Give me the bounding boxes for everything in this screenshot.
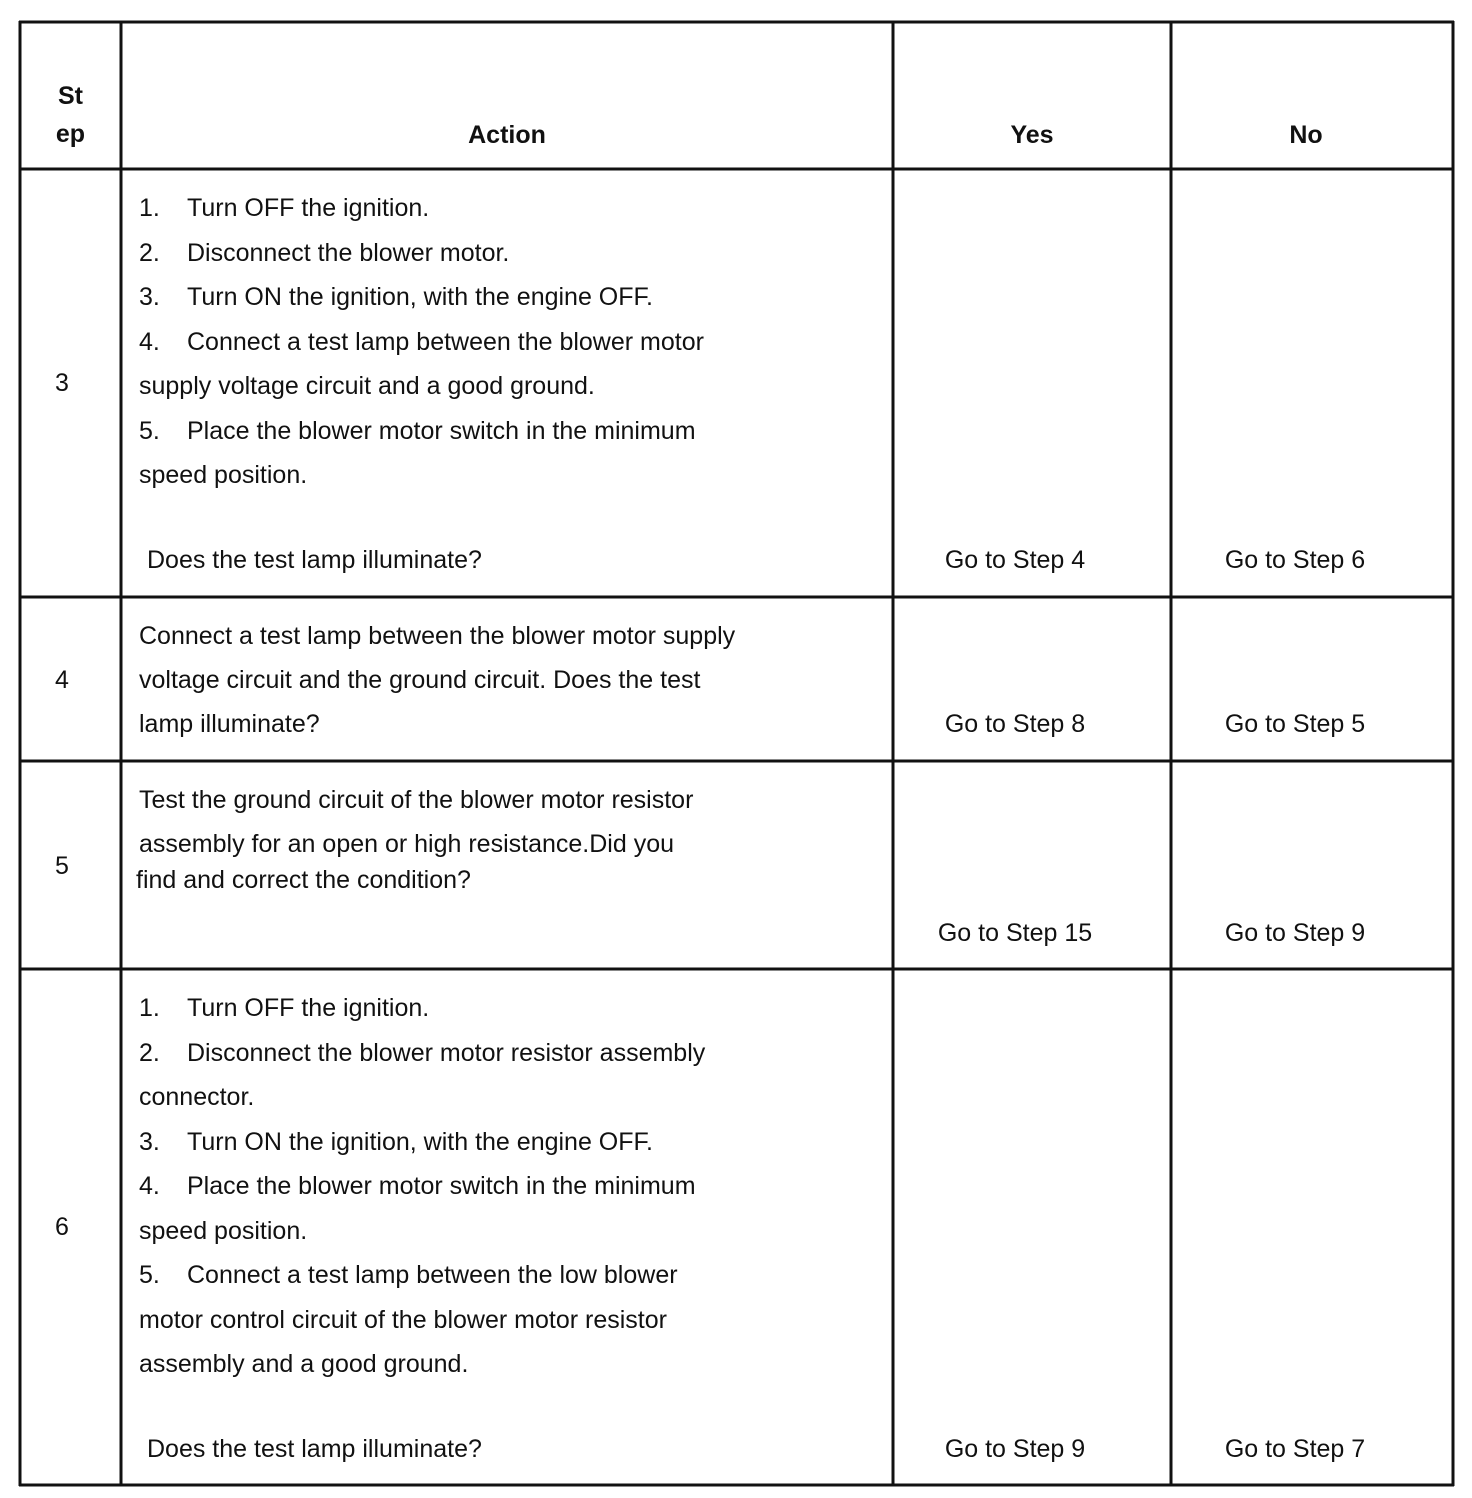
header-step-line2: ep [55,120,86,148]
action-line: 2. Disconnect the blower motor. [139,238,510,267]
action-line: assembly for an open or high resistance.Did you [139,830,675,858]
action-line: 1. Turn OFF the ignition. [139,994,430,1022]
row-3-yes: Go to Step 4 [944,546,1086,574]
row-5-yes: Go to Step 15 [937,919,1093,947]
header-yes: Yes [1010,121,1054,149]
action-line: connector. [139,1083,255,1111]
row-6-no: Go to Step 7 [1224,1435,1366,1463]
action-line: 2. Disconnect the blower motor resistor assembly [139,1038,706,1067]
row-6-action [139,993,705,1394]
action-line: 1. Turn OFF the ignition. [139,194,430,222]
row-4-action [139,621,735,753]
action-line: Test the ground circuit of the blower motor resistor [139,786,694,814]
action-line: 5. Place the blower motor switch in the minimum [139,416,696,445]
action-line: find and correct the condition? [136,866,471,894]
action-line: motor control circuit of the blower motor resistor [139,1305,667,1334]
row-3-step: 3 [55,369,69,397]
action-line: voltage circuit and the ground circuit. Does the test [139,666,701,694]
action-line: 3. Turn ON the ignition, with the engine OFF. [139,1127,653,1156]
action-line: 4. Connect a test lamp between the blower motor [139,327,704,356]
row-3-action [139,193,704,505]
action-line: speed position. [139,461,308,489]
row-4-yes: Go to Step 8 [944,710,1086,738]
action-line: assembly and a good ground. [139,1350,469,1378]
action-line: 3. Turn ON the ignition, with the engine OFF. [139,283,653,311]
action-line: speed position. [139,1216,308,1245]
header-step-line1: St [58,82,83,110]
action-line: 4. Place the blower motor switch in the minimum [139,1172,696,1200]
row-4-no: Go to Step 5 [1224,710,1366,738]
row-3-no: Go to Step 6 [1224,546,1366,574]
row-4-step: 4 [55,666,69,694]
row-6-yes: Go to Step 9 [944,1435,1086,1463]
row-6-step: 6 [55,1213,69,1241]
action-line: supply voltage circuit and a good ground. [139,372,595,400]
action-line: lamp illuminate? [139,710,320,738]
header-no: No [1289,121,1323,149]
row-6-question: Does the test lamp illuminate? [147,1435,482,1463]
action-line: 5. Connect a test lamp between the low blower [139,1261,678,1289]
row-5-no: Go to Step 9 [1224,919,1366,947]
row-3-question: Does the test lamp illuminate? [147,546,482,574]
header-step [20,77,121,153]
row-5-step: 5 [55,852,69,880]
header-action: Action [468,121,546,149]
row-5-action [136,785,694,901]
action-line: Connect a test lamp between the blower motor supply [139,622,736,650]
